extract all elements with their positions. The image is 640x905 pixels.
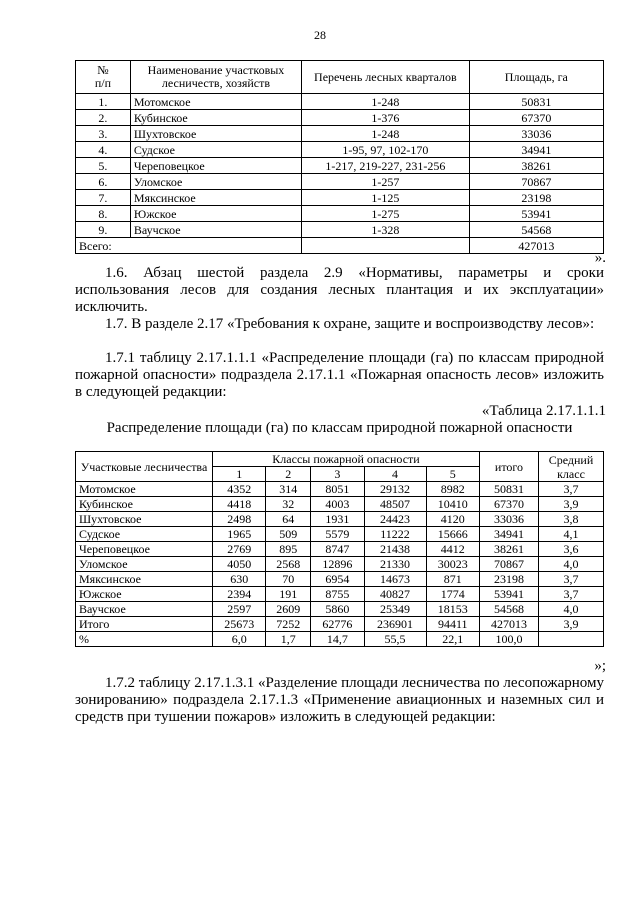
area-value: 50831 — [469, 94, 603, 110]
table-row — [76, 632, 604, 647]
class-2-value: 70 — [266, 572, 311, 587]
class-1-value: 2394 — [213, 587, 266, 602]
forestry-name: Ваучское — [130, 222, 301, 238]
class-5-value: 4120 — [426, 512, 479, 527]
class-2-value: 7252 — [266, 617, 311, 632]
class-5-value: 10410 — [426, 497, 479, 512]
table-row — [76, 602, 604, 617]
class-4-value: 55,5 — [364, 632, 426, 647]
forestry-name: Кубинское — [76, 497, 213, 512]
class-1-value: 2769 — [213, 542, 266, 557]
class-5-value: 871 — [426, 572, 479, 587]
header-average: Средний класс — [539, 452, 604, 482]
header-total: итого — [480, 452, 539, 482]
row-number: 7. — [76, 190, 131, 206]
class-4-value: 14673 — [364, 572, 426, 587]
average-class-value: 3,7 — [539, 572, 604, 587]
area-value: 53941 — [469, 206, 603, 222]
forestry-name: Кубинское — [130, 110, 301, 126]
forestry-name: Череповецкое — [76, 542, 213, 557]
class-1-value: 2597 — [213, 602, 266, 617]
fire-danger-table — [75, 451, 604, 647]
total-value: 54568 — [480, 602, 539, 617]
class-2-value: 2568 — [266, 557, 311, 572]
forestry-name: Мяксинское — [76, 572, 213, 587]
forestry-name: Мяксинское — [130, 190, 301, 206]
class-4-value: 29132 — [364, 482, 426, 497]
paragraph-1-7-1: 1.7.1 таблицу 2.17.1.1.1 «Распределение площади (га) по классам природной пожарной опасности» подраздела 2.17.1.1 «Пожарная опасность лесов» изложить в следующей редакции: — [75, 350, 604, 400]
quarters-list: 1-257 — [302, 174, 470, 190]
row-number: 5. — [76, 158, 131, 174]
class-5-value: 8982 — [426, 482, 479, 497]
average-class-value: 3,7 — [539, 482, 604, 497]
class-3-value: 8747 — [311, 542, 364, 557]
class-2-value: 32 — [266, 497, 311, 512]
quarters-list: 1-125 — [302, 190, 470, 206]
header-class-5: 5 — [426, 467, 479, 482]
class-5-value: 94411 — [426, 617, 479, 632]
class-4-value: 236901 — [364, 617, 426, 632]
quarters-list: 1-275 — [302, 206, 470, 222]
header-classes: Классы пожарной опасности — [213, 452, 480, 467]
class-2-value: 1,7 — [266, 632, 311, 647]
header-number: № п/п — [76, 61, 131, 94]
table-header-row — [76, 61, 604, 94]
forestry-name: Ваучское — [76, 602, 213, 617]
forestry-name: Шухтовское — [76, 512, 213, 527]
table-caption-title: Распределение площади (га) по классам природной пожарной опасности — [106, 420, 573, 436]
forestry-name: Южское — [76, 587, 213, 602]
class-2-value: 895 — [266, 542, 311, 557]
paragraph-1-7-2: 1.7.2 таблицу 2.17.1.3.1 «Разделение площади лесничества по лесопожарному зонированию» подраздела 2.17.1.3 «Применение авиационных и наземных сил и средств при тушении пожаров» изложить в следующей редакции: — [75, 675, 604, 725]
class-2-value: 314 — [266, 482, 311, 497]
table-row — [76, 527, 604, 542]
class-2-value: 191 — [266, 587, 311, 602]
table-row — [76, 158, 604, 174]
total-empty-cell — [302, 238, 470, 254]
forestry-name: Итого — [76, 617, 213, 632]
forestry-name: Южское — [130, 206, 301, 222]
area-value: 38261 — [469, 158, 603, 174]
class-3-value: 5860 — [311, 602, 364, 617]
page-number: 28 — [314, 28, 326, 42]
class-4-value: 40827 — [364, 587, 426, 602]
area-value: 67370 — [469, 110, 603, 126]
row-number: 2. — [76, 110, 131, 126]
table-row — [76, 557, 604, 572]
paragraph-1-7: 1.7. В разделе 2.17 «Требования к охране, защите и воспроизводству лесов»: — [105, 316, 595, 332]
class-5-value: 22,1 — [426, 632, 479, 647]
class-4-value: 11222 — [364, 527, 426, 542]
total-value: 427013 — [480, 617, 539, 632]
average-class-value: 3,8 — [539, 512, 604, 527]
closing-quote: »; — [594, 658, 606, 674]
class-5-value: 4412 — [426, 542, 479, 557]
forestry-name: % — [76, 632, 213, 647]
header-class-1: 1 — [213, 467, 266, 482]
forestry-name: Мотомское — [76, 482, 213, 497]
total-value: 50831 — [480, 482, 539, 497]
row-number: 8. — [76, 206, 131, 222]
class-1-value: 1965 — [213, 527, 266, 542]
row-number: 3. — [76, 126, 131, 142]
class-1-value: 4352 — [213, 482, 266, 497]
table-row — [76, 497, 604, 512]
header-forestry: Участковые лесничества — [76, 452, 213, 482]
class-5-value: 15666 — [426, 527, 479, 542]
table-row — [76, 482, 604, 497]
class-3-value: 8755 — [311, 587, 364, 602]
class-3-value: 12896 — [311, 557, 364, 572]
class-5-value: 1774 — [426, 587, 479, 602]
total-value: 70867 — [480, 557, 539, 572]
average-class-value: 3,6 — [539, 542, 604, 557]
class-5-value: 18153 — [426, 602, 479, 617]
table-total-row — [76, 238, 604, 254]
class-3-value: 14,7 — [311, 632, 364, 647]
class-1-value: 6,0 — [213, 632, 266, 647]
forestry-name: Череповецкое — [130, 158, 301, 174]
total-value: 34941 — [480, 527, 539, 542]
row-number: 4. — [76, 142, 131, 158]
row-number: 6. — [76, 174, 131, 190]
area-value: 34941 — [469, 142, 603, 158]
class-3-value: 6954 — [311, 572, 364, 587]
table-row — [76, 94, 604, 110]
quarters-list: 1-248 — [302, 94, 470, 110]
area-value: 54568 — [469, 222, 603, 238]
class-4-value: 24423 — [364, 512, 426, 527]
header-class-3: 3 — [311, 467, 364, 482]
forestry-name: Уломское — [76, 557, 213, 572]
class-4-value: 48507 — [364, 497, 426, 512]
table-row — [76, 190, 604, 206]
total-value: 53941 — [480, 587, 539, 602]
closing-quote: ». — [594, 250, 606, 266]
header-class-4: 4 — [364, 467, 426, 482]
paragraph-1-6: 1.6. Абзац шестой раздела 2.9 «Нормативы, параметры и сроки использования лесов для создания лесных плантация и их эксплуатации» исключить. — [75, 265, 604, 315]
table-row — [76, 572, 604, 587]
class-2-value: 64 — [266, 512, 311, 527]
forestry-name: Судское — [130, 142, 301, 158]
table-row — [76, 110, 604, 126]
total-value: 38261 — [480, 542, 539, 557]
average-class-value: 4,0 — [539, 602, 604, 617]
class-4-value: 25349 — [364, 602, 426, 617]
forestry-name: Мотомское — [130, 94, 301, 110]
class-5-value: 30023 — [426, 557, 479, 572]
class-1-value: 25673 — [213, 617, 266, 632]
header-forestry-name: Наименование участковых лесничеств, хозяйств — [130, 61, 301, 94]
table-header-row — [76, 452, 604, 467]
table-row — [76, 512, 604, 527]
total-label: Всего: — [76, 238, 302, 254]
forestry-name: Уломское — [130, 174, 301, 190]
header-class-2: 2 — [266, 467, 311, 482]
table-row — [76, 542, 604, 557]
header-area: Площадь, га — [469, 61, 603, 94]
forestry-name: Шухтовское — [130, 126, 301, 142]
quarters-list: 1-328 — [302, 222, 470, 238]
header-quarters: Перечень лесных кварталов — [302, 61, 470, 94]
average-class-value: 4,0 — [539, 557, 604, 572]
total-value: 67370 — [480, 497, 539, 512]
class-2-value: 2609 — [266, 602, 311, 617]
total-value: 23198 — [480, 572, 539, 587]
area-value: 33036 — [469, 126, 603, 142]
class-3-value: 1931 — [311, 512, 364, 527]
table-row — [76, 617, 604, 632]
quarters-list: 1-95, 97, 102-170 — [302, 142, 470, 158]
table-row — [76, 174, 604, 190]
class-3-value: 4003 — [311, 497, 364, 512]
row-number: 1. — [76, 94, 131, 110]
forestry-name: Судское — [76, 527, 213, 542]
table-row — [76, 587, 604, 602]
class-4-value: 21330 — [364, 557, 426, 572]
table-row — [76, 222, 604, 238]
average-class-value: 3,9 — [539, 617, 604, 632]
total-value: 33036 — [480, 512, 539, 527]
class-3-value: 62776 — [311, 617, 364, 632]
class-2-value: 509 — [266, 527, 311, 542]
area-value: 23198 — [469, 190, 603, 206]
table-row — [76, 206, 604, 222]
table-row — [76, 126, 604, 142]
quarters-list: 1-248 — [302, 126, 470, 142]
table-row — [76, 142, 604, 158]
forest-areas-table — [75, 60, 604, 254]
class-3-value: 8051 — [311, 482, 364, 497]
class-4-value: 21438 — [364, 542, 426, 557]
row-number: 9. — [76, 222, 131, 238]
table-caption-number: «Таблица 2.17.1.1.1 — [481, 403, 606, 419]
average-class-value: 3,9 — [539, 497, 604, 512]
average-class-value: 3,7 — [539, 587, 604, 602]
quarters-list: 1-376 — [302, 110, 470, 126]
class-1-value: 4050 — [213, 557, 266, 572]
quarters-list: 1-217, 219-227, 231-256 — [302, 158, 470, 174]
average-class-value — [539, 632, 604, 647]
class-3-value: 5579 — [311, 527, 364, 542]
total-value: 100,0 — [480, 632, 539, 647]
class-1-value: 630 — [213, 572, 266, 587]
area-value: 70867 — [469, 174, 603, 190]
class-1-value: 4418 — [213, 497, 266, 512]
class-1-value: 2498 — [213, 512, 266, 527]
total-value: 427013 — [469, 238, 603, 254]
average-class-value: 4,1 — [539, 527, 604, 542]
